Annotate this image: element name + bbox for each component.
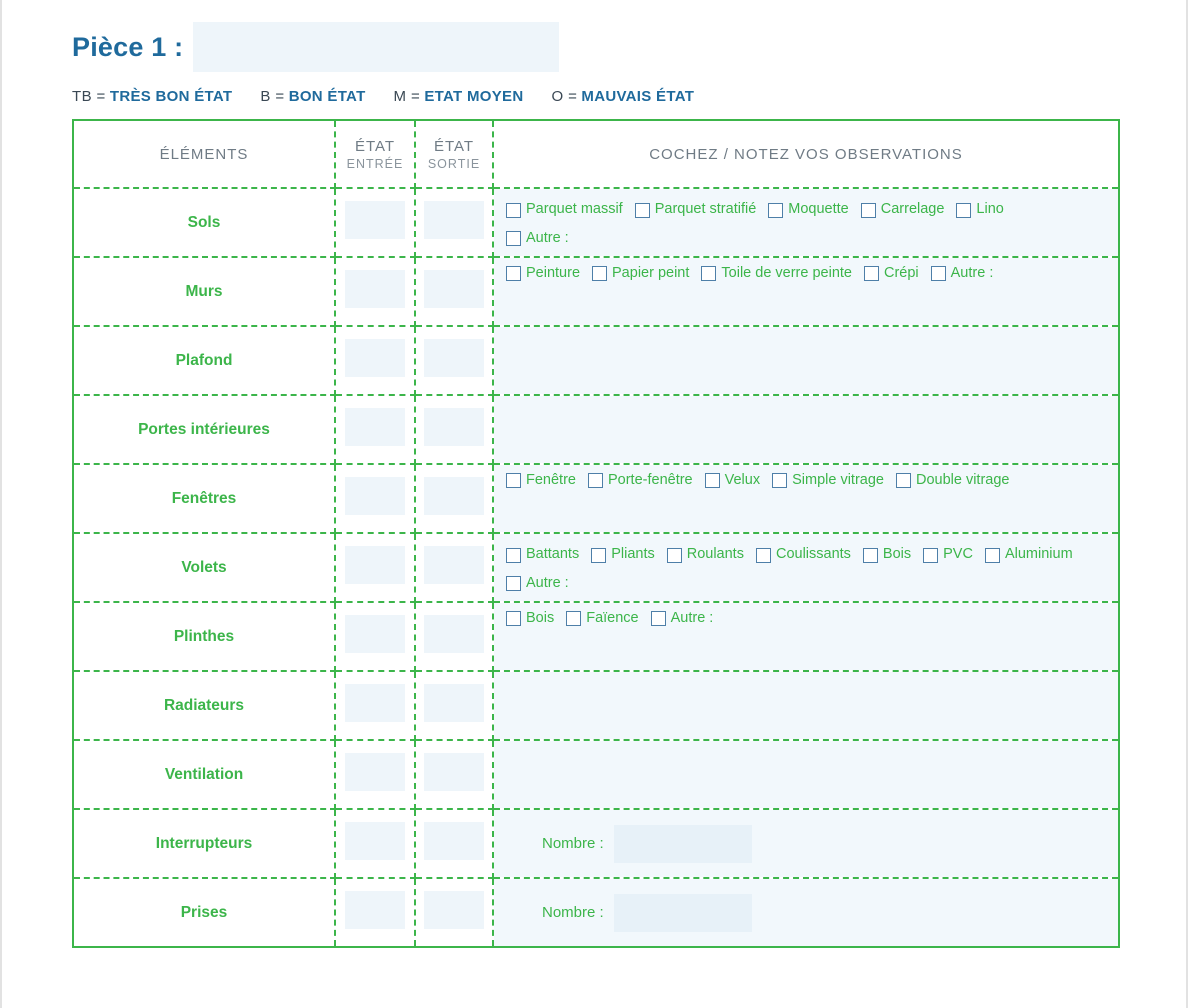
table-row [73,188,1119,257]
table-header-row [73,120,1119,188]
checkbox-icon[interactable] [923,548,938,563]
option-bois[interactable] [863,547,911,563]
observations-cell-plinthes[interactable] [493,602,1119,671]
checkbox-icon[interactable] [506,203,521,218]
legend-key-tb: TB = [72,88,106,105]
state-entry-input-plinthes[interactable] [345,615,405,653]
state-entry-cell-volets[interactable] [335,533,415,602]
state-exit-cell-radiateurs[interactable] [415,671,493,740]
option-porte-fenetre[interactable] [588,473,693,489]
observations-cell-sols[interactable] [493,188,1119,257]
header-state-entry [335,120,415,188]
option-coulissants[interactable] [756,547,851,563]
table-row [73,878,1119,947]
option-label: Bois [882,546,912,563]
state-exit-input-ventilation[interactable] [424,753,484,791]
option-label: Roulants [686,546,744,563]
option-autre[interactable] [931,266,994,282]
row-label-murs: Murs [73,257,335,326]
row-label-sols: Sols [73,188,335,257]
state-exit-cell-plafond[interactable] [415,326,493,395]
option-label: Parquet stratifié [654,201,757,218]
option-velux[interactable] [705,473,760,489]
state-entry-cell-plinthes[interactable] [335,602,415,671]
checkbox-icon[interactable] [772,473,787,488]
option-pvc[interactable] [923,547,973,563]
checkbox-icon[interactable] [506,231,521,246]
state-entry-cell-sols[interactable] [335,188,415,257]
legend-value-m: ETAT MOYEN [424,88,524,105]
checkbox-icon[interactable] [506,576,521,591]
observations-cell-ventilation[interactable] [493,740,1119,809]
state-exit-input-radiateurs[interactable] [424,684,484,722]
option-label: Fenêtre [526,472,576,488]
state-entry-cell-portes[interactable] [335,395,415,464]
room-name-input[interactable] [193,22,559,72]
header-state-exit-sub: SORTIE [427,156,481,171]
checkbox-icon[interactable] [705,473,720,488]
option-simple-vitrage[interactable] [772,473,884,489]
state-entry-cell-interrupteurs[interactable] [335,809,415,878]
state-exit-cell-plinthes[interactable] [415,602,493,671]
state-entry-input-prises[interactable] [345,891,405,929]
state-entry-cell-murs[interactable] [335,257,415,326]
table-row [73,740,1119,809]
state-entry-cell-fenetres[interactable] [335,464,415,533]
observations-cell-prises[interactable] [493,878,1119,947]
legend-value-tb: TRÈS BON ÉTAT [109,88,233,105]
checkbox-icon[interactable] [651,611,666,626]
state-entry-input-volets[interactable] [345,546,405,584]
checkbox-icon[interactable] [506,473,521,488]
option-fenetre[interactable] [506,473,576,489]
state-entry-input-ventilation[interactable] [345,753,405,791]
row-label-volets: Volets [73,533,335,602]
option-autre[interactable] [651,611,714,627]
observations-cell-radiateurs[interactable] [493,671,1119,740]
option-label: Carrelage [880,201,945,218]
row-label-plafond: Plafond [73,326,335,395]
option-label: Papier peint [612,265,690,281]
option-label: PVC [943,546,973,563]
legend-key-m: M = [393,88,421,105]
state-exit-input-plinthes[interactable] [424,615,484,653]
option-autre[interactable] [506,231,1100,247]
state-entry-cell-ventilation[interactable] [335,740,415,809]
legend-value-b: BON ÉTAT [288,88,366,105]
table-row [73,533,1119,602]
option-label: Autre : [950,265,994,281]
table-row [73,326,1119,395]
option-label: Toile de verre peinte [721,265,852,281]
header-state-exit [415,120,493,188]
state-entry-input-portes[interactable] [345,408,405,446]
option-label: Battants [526,546,580,563]
observations-cell-fenetres[interactable] [493,464,1119,533]
checkbox-icon[interactable] [592,266,607,281]
state-exit-input-murs[interactable] [424,270,484,308]
option-label: Autre : [526,229,569,246]
option-label: Parquet massif [526,201,623,218]
checkbox-icon[interactable] [506,611,521,626]
count-label-interrupteurs: Nombre : [542,835,604,852]
state-exit-input-fenetres[interactable] [424,477,484,515]
page-title-label: Pièce 1 : [72,31,184,62]
option-crepi[interactable] [864,266,919,282]
observations-cell-interrupteurs[interactable] [493,809,1119,878]
legend-value-o: MAUVAIS ÉTAT [581,88,695,105]
checkbox-icon[interactable] [506,266,521,281]
option-aluminium[interactable] [985,547,1073,563]
option-double-vitrage[interactable] [896,473,1010,489]
observations-cell-murs[interactable] [493,257,1119,326]
option-label: Faïence [586,610,639,626]
option-label: Peinture [526,265,581,281]
checkbox-icon[interactable] [566,611,581,626]
inventory-table [72,119,1120,948]
option-label: Moquette [788,201,849,218]
option-label: Velux [724,472,761,488]
option-label: Pliants [611,546,655,563]
checkbox-icon[interactable] [956,203,971,218]
checkbox-icon[interactable] [861,203,876,218]
state-entry-cell-prises[interactable] [335,878,415,947]
state-entry-cell-radiateurs[interactable] [335,671,415,740]
state-exit-input-sols[interactable] [424,201,484,239]
legend-key-o: O = [551,88,578,105]
checkbox-icon[interactable] [667,548,682,563]
checkbox-icon[interactable] [864,266,879,281]
checkbox-icon[interactable] [506,548,521,563]
state-entry-input-fenetres[interactable] [345,477,405,515]
table-row [73,464,1119,533]
state-exit-cell-interrupteurs[interactable] [415,809,493,878]
state-exit-input-prises[interactable] [424,891,484,929]
state-entry-input-interrupteurs[interactable] [345,822,405,860]
row-label-fenetres: Fenêtres [73,464,335,533]
checkbox-icon[interactable] [896,473,911,488]
checkbox-icon[interactable] [588,473,603,488]
table-row [73,395,1119,464]
table-row [73,602,1119,671]
option-label: Crépi [883,265,919,281]
option-carrelage[interactable] [861,202,945,218]
legend-item-o [551,88,694,105]
option-label: Autre : [526,574,569,591]
checkbox-icon[interactable] [591,548,606,563]
checkbox-icon[interactable] [985,548,1000,563]
row-label-radiateurs: Radiateurs [73,671,335,740]
legend-key-b: B = [260,88,285,105]
row-label-portes-interieures: Portes intérieures [73,395,335,464]
row-label-plinthes: Plinthes [73,602,335,671]
condition-legend [72,88,1116,105]
state-exit-input-interrupteurs[interactable] [424,822,484,860]
observations-cell-plafond[interactable] [493,326,1119,395]
page-title [72,22,1116,72]
observations-cell-portes[interactable] [493,395,1119,464]
state-exit-cell-portes[interactable] [415,395,493,464]
state-entry-input-murs[interactable] [345,270,405,308]
option-autre[interactable] [506,576,569,592]
state-exit-cell-volets[interactable] [415,533,493,602]
state-exit-cell-prises[interactable] [415,878,493,947]
state-entry-input-radiateurs[interactable] [345,684,405,722]
option-parquet-massif[interactable] [506,202,623,218]
table-row [73,809,1119,878]
checkbox-icon[interactable] [635,203,650,218]
state-exit-cell-fenetres[interactable] [415,464,493,533]
table-row [73,671,1119,740]
state-exit-input-portes[interactable] [424,408,484,446]
checkbox-icon[interactable] [768,203,783,218]
option-pliants[interactable] [591,547,655,563]
header-observations: COCHEZ / NOTEZ VOS OBSERVATIONS [493,120,1119,188]
option-parquet-stratifie[interactable] [635,202,757,218]
count-label-prises: Nombre : [542,904,604,921]
option-peinture[interactable] [506,266,580,282]
option-bois[interactable] [506,611,554,627]
legend-item-b [260,88,365,105]
legend-item-m [394,88,524,105]
state-entry-cell-plafond[interactable] [335,326,415,395]
header-state-exit-main: ÉTAT [433,137,475,155]
option-label: Bois [526,610,555,626]
observations-cell-volets[interactable] [493,533,1119,602]
header-state-entry-sub: ENTRÉE [346,156,404,171]
row-label-ventilation: Ventilation [73,740,335,809]
option-lino[interactable] [956,202,1003,218]
option-faience[interactable] [566,611,638,627]
state-exit-cell-sols[interactable] [415,188,493,257]
count-input-prises[interactable] [614,894,752,932]
table-row [73,257,1119,326]
row-label-prises: Prises [73,878,335,947]
checkbox-icon[interactable] [931,266,946,281]
state-exit-input-plafond[interactable] [424,339,484,377]
checkbox-icon[interactable] [701,266,716,281]
option-toile-de-verre-peinte[interactable] [701,266,852,282]
option-label: Autre : [670,610,714,626]
option-label: Simple vitrage [792,472,884,488]
option-label: Porte-fenêtre [607,472,693,488]
state-exit-cell-murs[interactable] [415,257,493,326]
checkbox-icon[interactable] [863,548,878,563]
count-input-interrupteurs[interactable] [614,825,752,863]
option-papier-peint[interactable] [592,266,689,282]
header-state-entry-main: ÉTAT [354,137,396,155]
row-label-interrupteurs: Interrupteurs [73,809,335,878]
legend-item-tb [72,88,232,105]
state-entry-input-sols[interactable] [345,201,405,239]
option-label: Double vitrage [915,472,1010,488]
state-exit-input-volets[interactable] [424,546,484,584]
header-elements: ÉLÉMENTS [73,120,335,188]
option-moquette[interactable] [768,202,848,218]
option-label: Lino [976,201,1004,218]
option-roulants[interactable] [667,547,744,563]
state-entry-input-plafond[interactable] [345,339,405,377]
option-label: Coulissants [775,546,851,563]
option-battants[interactable] [506,547,579,563]
state-exit-cell-ventilation[interactable] [415,740,493,809]
option-label: Aluminium [1004,546,1073,563]
checkbox-icon[interactable] [756,548,771,563]
